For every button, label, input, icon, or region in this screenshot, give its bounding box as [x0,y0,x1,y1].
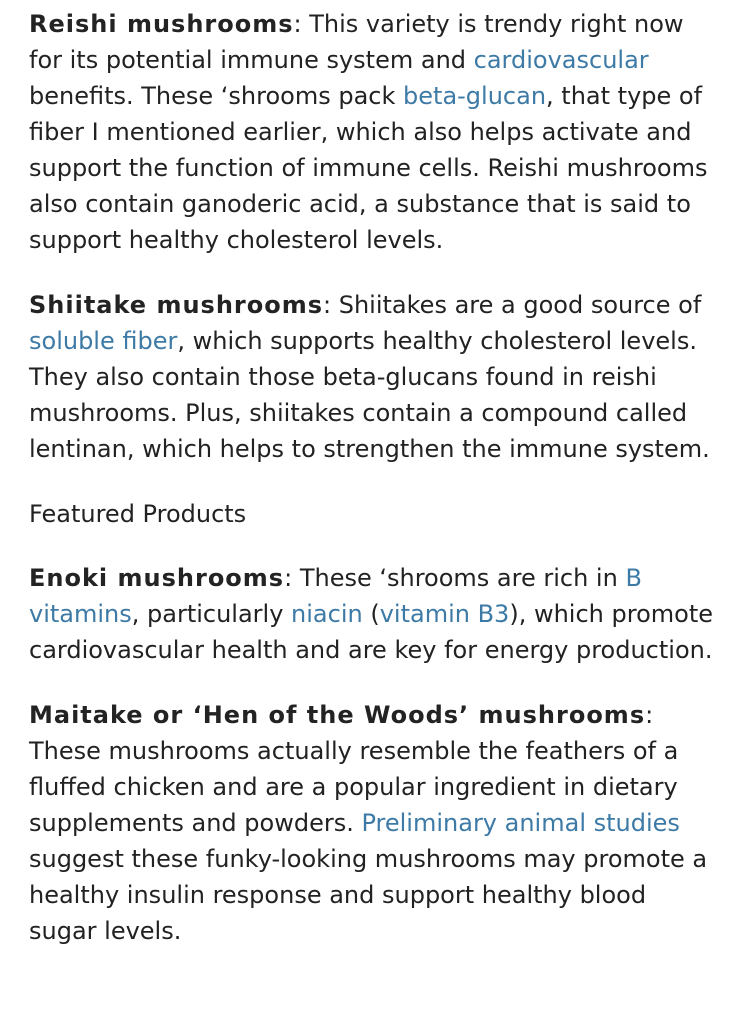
paragraph-spacer [29,258,718,287]
body-text: suggest these funky-looking mushrooms may promote a healthy insulin response and support healthy blood sugar levels. [29,845,708,945]
body-text: , which supports healthy cholesterol levels. They also contain those beta-glucans found in reishi mushrooms. Plus, shiitakes contain a compound called lentinan, which helps to strengthen the immune system. [29,327,710,463]
body-text: These mushrooms actually resemble the feathers of a fluffed chicken and are a popular ingredient in dietary supplements and powders. [29,737,679,837]
heading-colon: : [293,10,302,38]
paragraph-spacer [29,467,718,496]
body-text: Shiitakes are a good source of [331,291,702,319]
body-text: ( [362,600,380,628]
body-text: These ‘shrooms are rich in [292,564,626,592]
link-vitamin-b3[interactable]: vitamin B3 [379,600,510,628]
heading-colon: : [284,564,293,592]
link-niacin[interactable]: niacin [291,600,363,628]
link-beta-glucan[interactable]: beta-glucan [403,82,547,110]
body-text: benefits. These ‘shrooms pack [29,82,404,110]
link-soluble-fiber[interactable]: soluble fiber [29,327,178,355]
body-text: This variety is trendy right now for its potential immune system and [29,10,684,74]
paragraph-maitake [29,697,718,949]
body-text: ), which promote cardiovascular health and are key for energy production. [29,600,713,664]
link-cardiovascular[interactable]: cardiovascular [473,46,649,74]
link-preliminary-animal-studies[interactable]: Preliminary animal studies [361,809,680,837]
paragraph-spacer [29,532,718,560]
heading-reishi: Reishi mushrooms [29,10,294,38]
heading-enoki: Enoki mushrooms [29,564,285,592]
heading-colon: : [645,701,654,729]
paragraph-reishi [29,6,718,258]
paragraph-shiitake [29,287,718,467]
link-b-vitamins[interactable]: B vitamins [29,564,642,628]
body-text: , particularly [131,600,292,628]
paragraph-enoki [29,560,718,668]
heading-colon: : [323,291,332,319]
paragraph-spacer [29,668,718,697]
heading-maitake: Maitake or ‘Hen of the Woods’ mushrooms [29,701,646,729]
featured-products-label: Featured Products [29,500,247,528]
body-text: , that type of fiber I mentioned earlier, which also helps activate and support the function of immune cells. Reishi mushrooms also contain ganoderic acid, a substance that is said to support healthy cholesterol levels. [29,82,708,254]
heading-shiitake: Shiitake mushrooms [29,291,324,319]
